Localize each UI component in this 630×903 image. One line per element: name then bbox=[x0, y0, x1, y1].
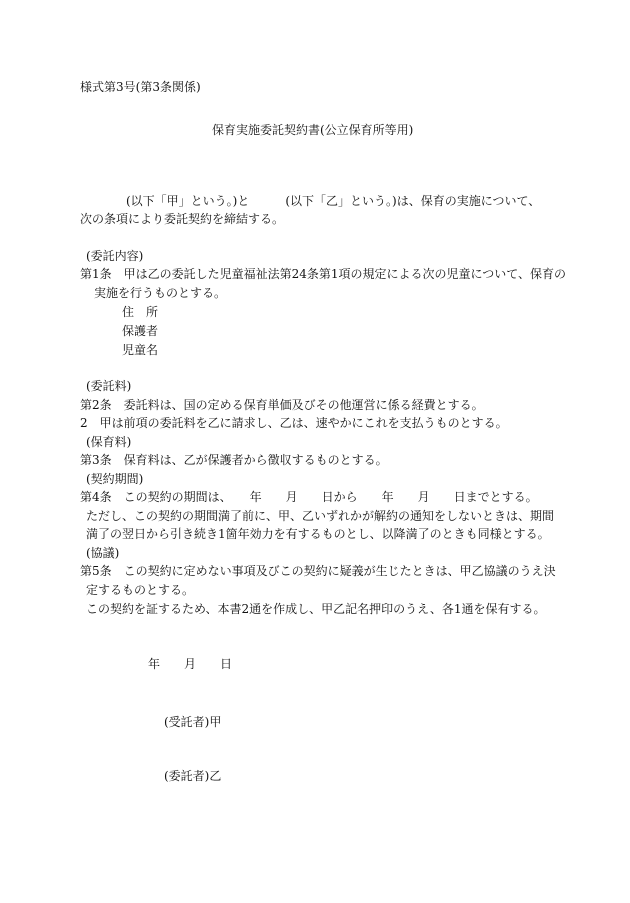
section-heading-period: (契約期間) bbox=[86, 472, 144, 486]
article-2-line-2: 2 甲は前項の委託料を乙に請求し、乙は、速やかにこれを支払うものとする。 bbox=[80, 416, 508, 430]
section-heading-consultation: (協議) bbox=[86, 546, 120, 560]
article-5-line-2: 定するものとする。 bbox=[86, 583, 195, 597]
field-guardian: 保護者 bbox=[122, 324, 159, 338]
article-4-line-2: ただし、この契約の期間満了前に、甲、乙いずれかが解約の通知をしないときは、期間 bbox=[86, 509, 555, 523]
field-address: 住 所 bbox=[122, 305, 159, 319]
article-2-line-1: 第2条 委託料は、国の定める保育単価及びその他運営に係る経費とする。 bbox=[80, 398, 484, 412]
article-4-line-3: 満了の翌日から引き続き1箇年効力を有するものとし、以降満了のときも同様とする。 bbox=[86, 527, 550, 541]
closing-statement: この契約を証するため、本書2通を作成し、甲乙記名押印のうえ、各1通を保有する。 bbox=[86, 602, 546, 616]
intro-line-2: 次の条項により委託契約を締結する。 bbox=[80, 212, 285, 226]
form-label: 様式第3号(第3条関係) bbox=[80, 80, 201, 94]
section-heading-childcare-fee: (保育料) bbox=[86, 435, 132, 449]
article-4-line-1: 第4条 この契約の期間は、 年 月 日から 年 月 日までとする。 bbox=[80, 490, 538, 504]
field-child-name: 児童名 bbox=[122, 343, 159, 357]
signature-date: 年 月 日 bbox=[148, 657, 233, 671]
section-heading-consignment: (委託内容) bbox=[86, 249, 144, 263]
article-5-line-1: 第5条 この契約に定めない事項及びこの契約に疑義が生じたときは、甲乙協議のうえ決 bbox=[80, 564, 556, 578]
document-title: 保育実施委託契約書(公立保育所等用) bbox=[212, 123, 414, 137]
article-1-line-2: 実施を行うものとする。 bbox=[94, 286, 227, 300]
section-heading-fee: (委託料) bbox=[86, 379, 132, 393]
signature-contractor: (委託者)乙 bbox=[164, 769, 222, 783]
article-3-line-1: 第3条 保育料は、乙が保護者から徴収するものとする。 bbox=[80, 453, 388, 467]
article-1-line-1: 第1条 甲は乙の委託した児童福祉法第24条第1項の規定による次の児童について、保育の bbox=[80, 267, 567, 281]
signature-contractee: (受託者)甲 bbox=[164, 715, 222, 729]
intro-line-1: (以下「甲」という。)と (以下「乙」という。)は、保育の実施について、 bbox=[126, 194, 541, 208]
